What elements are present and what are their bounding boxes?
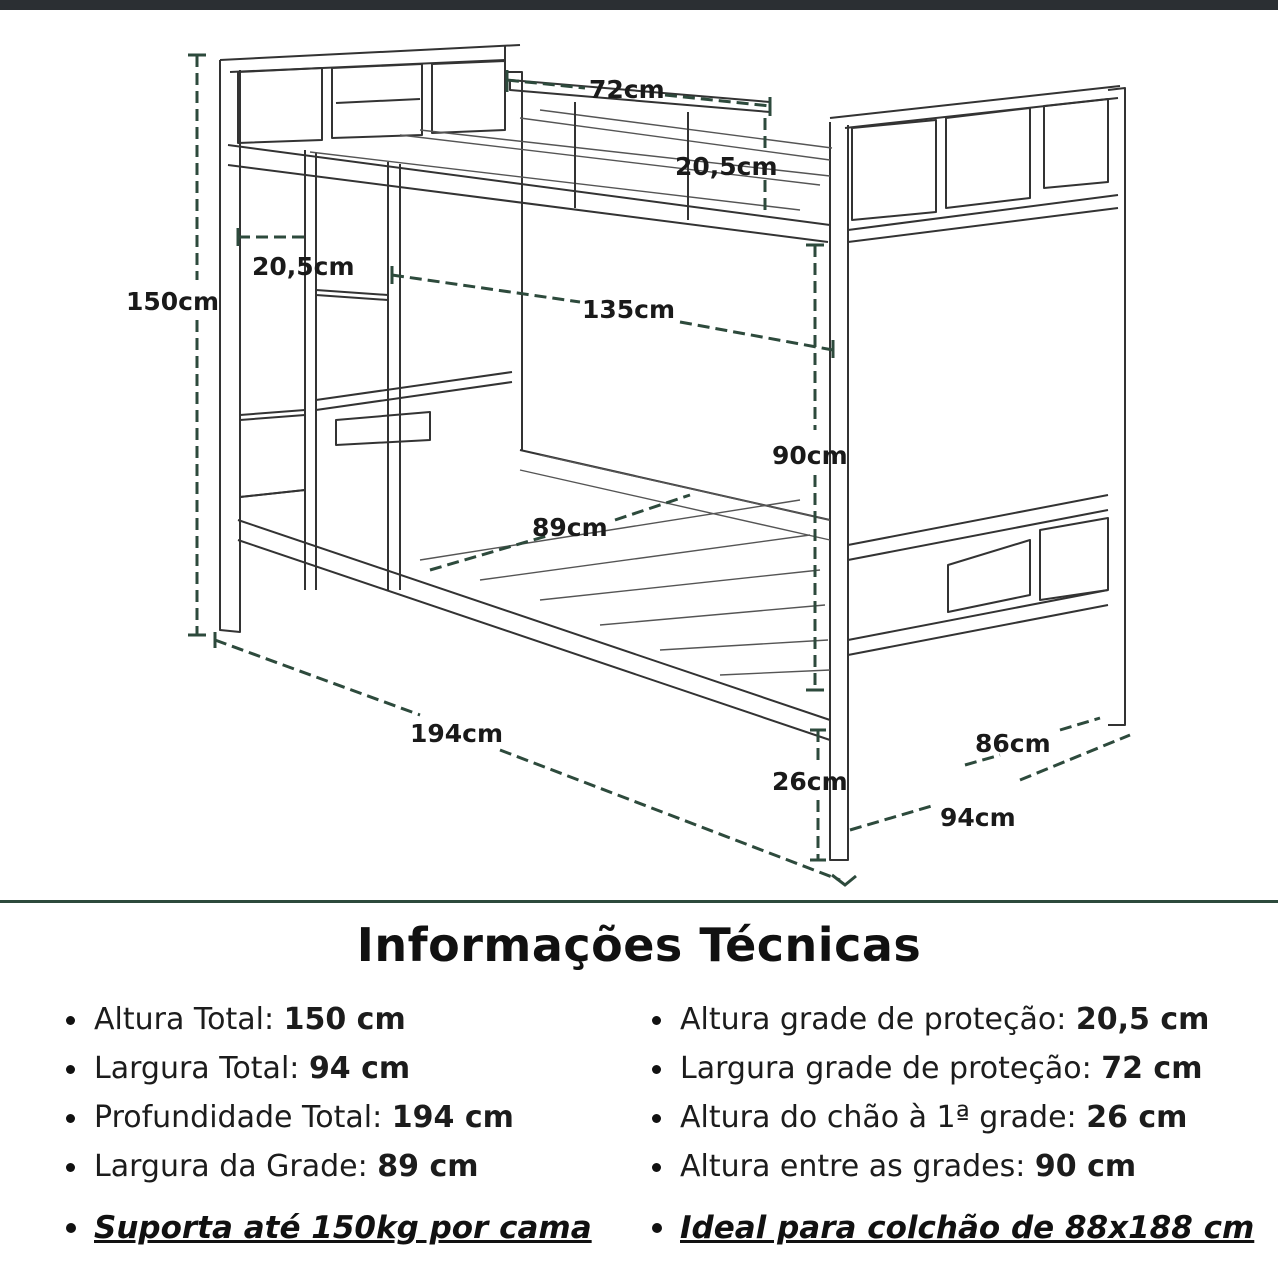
label-floor-to-frame: 26cm (772, 767, 848, 796)
spec-value: 72 cm (1101, 1051, 1203, 1086)
spec-label: Altura entre as grades: (680, 1149, 1026, 1184)
label-guard-height-side: 20,5cm (252, 252, 355, 281)
spec-item (650, 1142, 1209, 1191)
label-end-width-total: 94cm (940, 803, 1016, 832)
specs-list-right (650, 995, 1209, 1191)
specs-list-left (64, 995, 514, 1191)
specs-title: Informações Técnicas (356, 918, 922, 972)
label-guard-width: 72cm (589, 75, 665, 104)
spec-label: Altura Total: (94, 1002, 275, 1037)
spec-value: 90 cm (1034, 1149, 1137, 1184)
spec-item (64, 995, 514, 1044)
dimension-lines (188, 55, 1130, 885)
spec-value: 20,5 cm (1075, 1002, 1210, 1037)
bunk-bed-diagram (0, 10, 1278, 900)
spec-value: 194 cm (391, 1100, 514, 1135)
label-total-height: 150cm (126, 287, 220, 316)
label-total-depth: 194cm (410, 719, 504, 748)
spec-value: 89 cm (377, 1149, 479, 1184)
label-between-beds: 90cm (772, 441, 848, 470)
spec-item (64, 1093, 514, 1142)
spec-item (64, 1142, 514, 1191)
spec-label: Altura grade de proteção: (680, 1002, 1067, 1037)
spec-item (650, 1044, 1209, 1093)
section-divider (0, 900, 1278, 903)
label-inner-width: 89cm (532, 513, 608, 542)
note-weight-capacity: Suporta até 150kg por cama (64, 1203, 592, 1253)
spec-value: 150 cm (283, 1002, 406, 1037)
spec-value: 94 cm (308, 1051, 411, 1086)
spec-label: Profundidade Total: (94, 1100, 383, 1135)
note-mattress-size: Ideal para colchão de 88x188 cm (650, 1203, 1254, 1253)
label-upper-length: 135cm (582, 295, 676, 324)
spec-label: Altura do chão à 1ª grade: (680, 1100, 1077, 1135)
spec-label: Largura da Grade: (94, 1149, 368, 1184)
spec-label: Largura Total: (94, 1051, 300, 1086)
label-guard-height-top: 20,5cm (675, 152, 778, 181)
spec-item (650, 1093, 1209, 1142)
top-bar (0, 0, 1278, 10)
spec-label: Largura grade de proteção: (680, 1051, 1092, 1086)
spec-value: 26 cm (1086, 1100, 1188, 1135)
spec-item (650, 995, 1209, 1044)
spec-item (64, 1044, 514, 1093)
label-end-width-inner: 86cm (975, 729, 1051, 758)
